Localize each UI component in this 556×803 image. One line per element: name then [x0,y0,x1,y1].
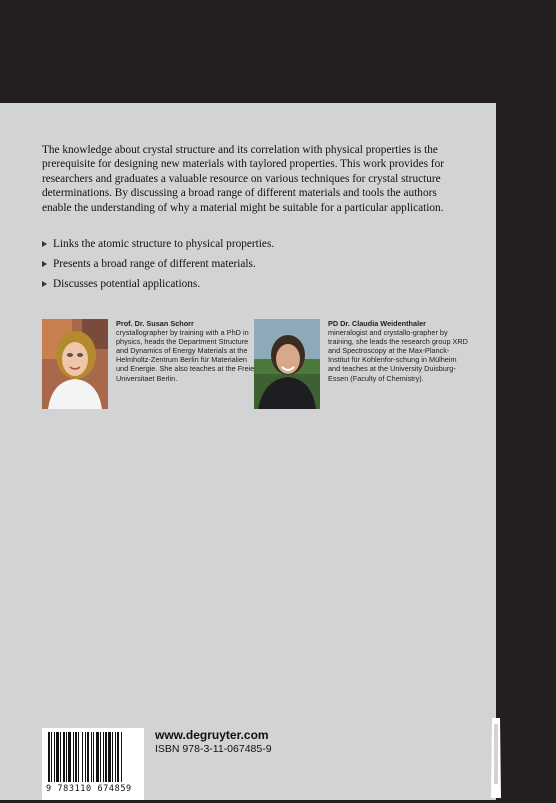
feature-item: Discusses potential applications. [42,274,462,294]
publisher-logo-icon [490,718,502,798]
author-photo-weidenthaler [254,319,320,409]
feature-item: Presents a broad range of different materials. [42,254,462,274]
author-name: PD Dr. Claudia Weidenthaler [328,319,426,328]
publisher-url: www.degruyter.com [155,728,269,742]
barcode-number: 9 783110 674859 [46,784,132,794]
author-bio: mineralogist and crystallo-grapher by training, she leads the research group XRD and Spectroscopy at the Max-Planck-Institut für Kohlenfor-schung in Mülheim and teaches at the University Duisburg-Essen (Faculty of Chemistry). [328,328,468,383]
barcode-bars [42,732,144,788]
isbn-number: ISBN 978-3-11-067485-9 [155,743,272,755]
author-bio: crystallographer by training with a PhD in physics, heads the Department Structure and Dynamics of Energy Materials at the Helmholtz-Zentrum Berlin für Materialien und Energie. She also teaches at the Freie Universitaet Berlin. [116,328,255,383]
author-bio-weidenthaler [328,319,468,383]
author-name: Prof. Dr. Susan Schorr [116,319,194,328]
bullet-triangle-icon [42,281,47,287]
author-photo-schorr [42,319,108,409]
feature-item: Links the atomic structure to physical properties. [42,234,462,254]
feature-list [42,234,462,294]
bullet-triangle-icon [42,241,47,247]
author-bio-schorr [116,319,256,383]
book-description: The knowledge about crystal structure and its correlation with physical properties is the prerequisite for designing new materials with taylored properties. This work provides for researchers and graduates a valuable resource on various techniques for crystal structure determinations. By discussing a broad range of different materials and tools the authors enable the understanding of why a material might be suitable for a particular application. [42,144,444,214]
bullet-triangle-icon [42,261,47,267]
